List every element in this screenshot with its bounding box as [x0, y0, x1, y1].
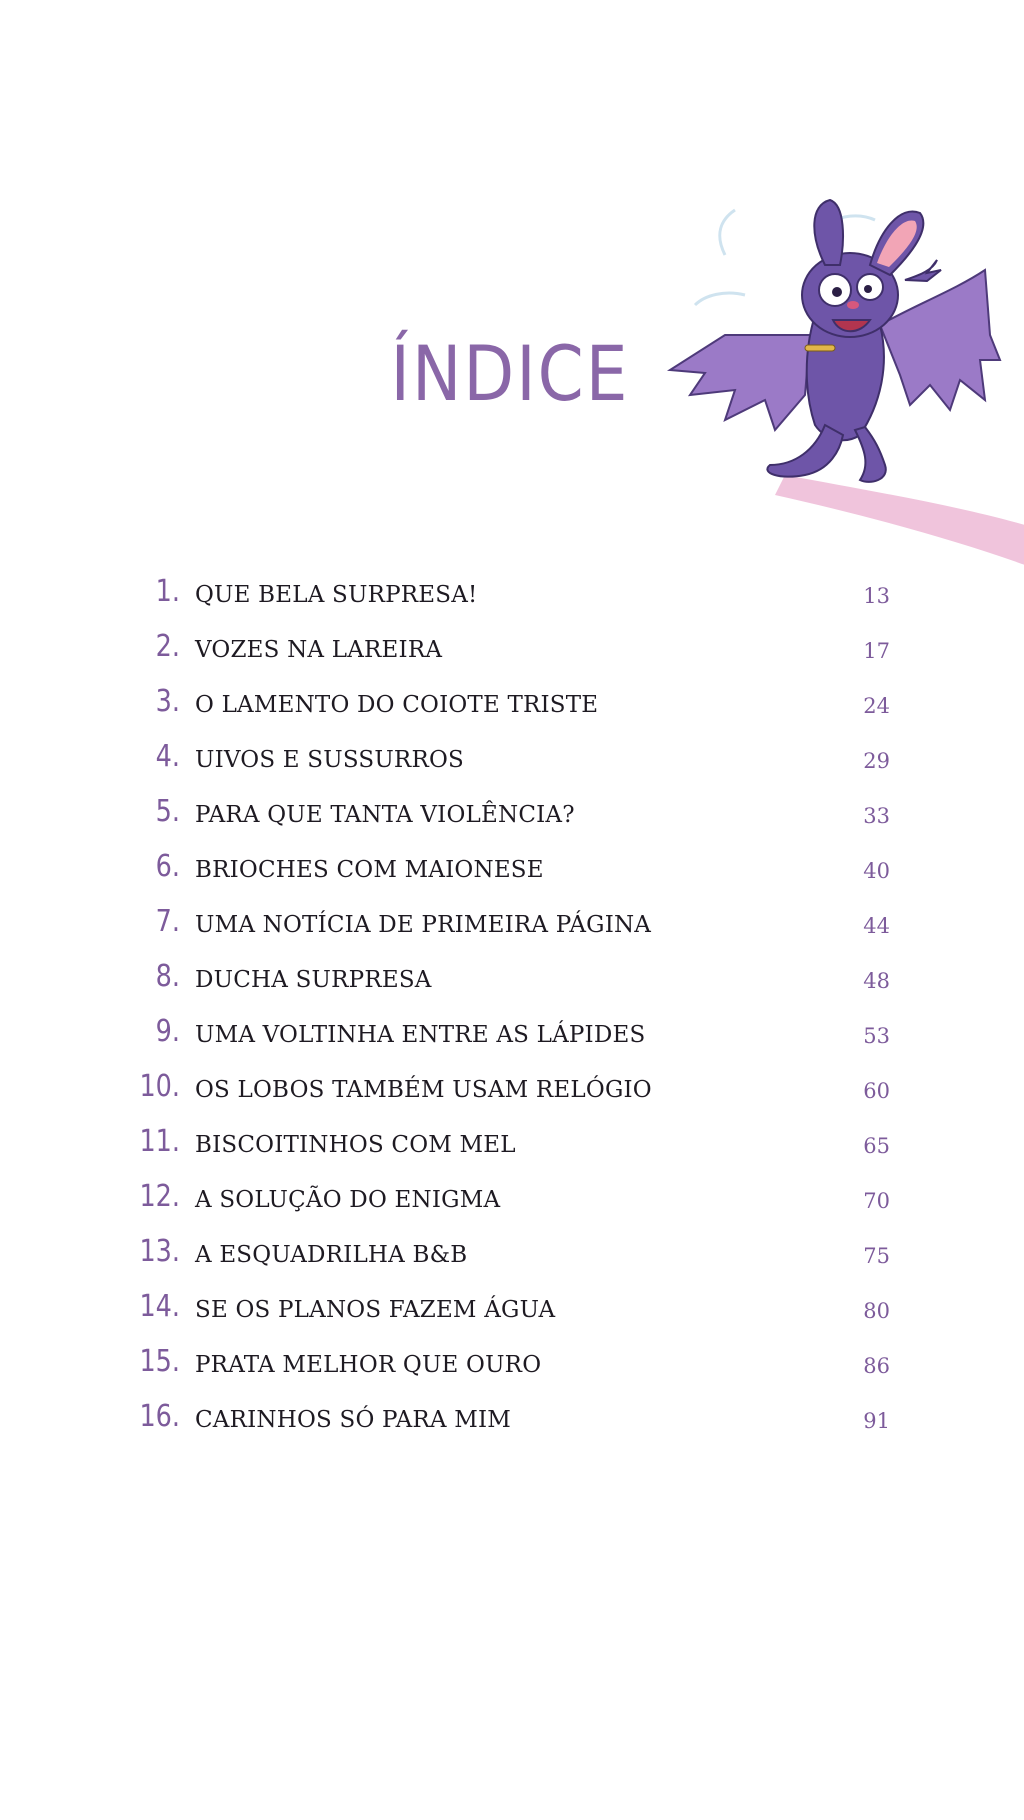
- chapter-page-number: 75: [863, 1244, 890, 1268]
- chapter-page-number: 53: [863, 1024, 890, 1048]
- chapter-title: PARA QUE TANTA VIOLÊNCIA?: [195, 802, 575, 828]
- chapter-number: 4.: [155, 739, 180, 774]
- chapter-number: 1.: [155, 574, 180, 609]
- chapter-number: 13.: [139, 1234, 180, 1269]
- chapter-number: 5.: [155, 794, 180, 829]
- chapter-title: UIVOS E SUSSURROS: [195, 747, 464, 773]
- chapter-number: 8.: [155, 959, 180, 994]
- chapter-page-number: 48: [863, 969, 890, 993]
- chapter-number: 6.: [155, 849, 180, 884]
- chapter-number: 3.: [155, 684, 180, 719]
- chapter-page-number: 80: [863, 1299, 890, 1323]
- toc-entry[interactable]: [120, 1065, 890, 1120]
- chapter-page-number: 60: [863, 1079, 890, 1103]
- toc-entry[interactable]: [120, 625, 890, 680]
- chapter-number: 15.: [139, 1344, 180, 1379]
- toc-entry[interactable]: [120, 1120, 890, 1175]
- toc-entry[interactable]: [120, 1285, 890, 1340]
- chapter-title: SE OS PLANOS FAZEM ÁGUA: [195, 1297, 556, 1323]
- chapter-title: QUE BELA SURPRESA!: [195, 582, 478, 608]
- toc-entry[interactable]: [120, 900, 890, 955]
- chapter-title: A ESQUADRILHA B&B: [195, 1242, 468, 1268]
- toc-entry[interactable]: [120, 735, 890, 790]
- chapter-title: UMA NOTÍCIA DE PRIMEIRA PÁGINA: [195, 912, 652, 938]
- chapter-number: 12.: [139, 1179, 180, 1214]
- chapter-page-number: 40: [863, 859, 890, 883]
- chapter-title: VOZES NA LAREIRA: [195, 637, 443, 663]
- table-of-contents: [120, 570, 890, 1450]
- chapter-number: 7.: [155, 904, 180, 939]
- toc-entry[interactable]: [120, 790, 890, 845]
- toc-entry[interactable]: [120, 570, 890, 625]
- toc-entry[interactable]: [120, 1175, 890, 1230]
- toc-entry[interactable]: [120, 955, 890, 1010]
- chapter-page-number: 13: [863, 584, 890, 608]
- chapter-title: O LAMENTO DO COIOTE TRISTE: [195, 692, 599, 718]
- chapter-title: UMA VOLTINHA ENTRE AS LÁPIDES: [195, 1022, 646, 1048]
- chapter-page-number: 29: [863, 749, 890, 773]
- chapter-page-number: 86: [863, 1354, 890, 1378]
- chapter-page-number: 65: [863, 1134, 890, 1158]
- chapter-number: 2.: [155, 629, 180, 664]
- toc-entry[interactable]: [120, 680, 890, 735]
- toc-entry[interactable]: [120, 845, 890, 900]
- chapter-title: DUCHA SURPRESA: [195, 967, 432, 993]
- chapter-page-number: 33: [863, 804, 890, 828]
- chapter-number: 10.: [139, 1069, 180, 1104]
- chapter-number: 14.: [139, 1289, 180, 1324]
- chapter-number: 11.: [139, 1124, 180, 1159]
- chapter-number: 16.: [139, 1399, 180, 1434]
- chapter-title: OS LOBOS TAMBÉM USAM RELÓGIO: [195, 1077, 652, 1103]
- toc-entry[interactable]: [120, 1010, 890, 1065]
- chapter-title: A SOLUÇÃO DO ENIGMA: [195, 1187, 501, 1213]
- chapter-page-number: 91: [863, 1409, 890, 1433]
- chapter-title: BRIOCHES COM MAIONESE: [195, 857, 544, 883]
- chapter-page-number: 17: [863, 639, 890, 663]
- chapter-page-number: 44: [863, 914, 890, 938]
- chapter-number: 9.: [155, 1014, 180, 1049]
- page-title: ÍNDICE: [390, 330, 630, 419]
- chapter-page-number: 24: [863, 694, 890, 718]
- chapter-title: BISCOITINHOS COM MEL: [195, 1132, 516, 1158]
- chapter-title: PRATA MELHOR QUE OURO: [195, 1352, 542, 1378]
- chapter-title: CARINHOS SÓ PARA MIM: [195, 1407, 512, 1433]
- toc-entry[interactable]: [120, 1395, 890, 1450]
- chapter-page-number: 70: [863, 1189, 890, 1213]
- toc-entry[interactable]: [120, 1230, 890, 1285]
- bat-character-icon: [665, 195, 1024, 575]
- toc-entry[interactable]: [120, 1340, 890, 1395]
